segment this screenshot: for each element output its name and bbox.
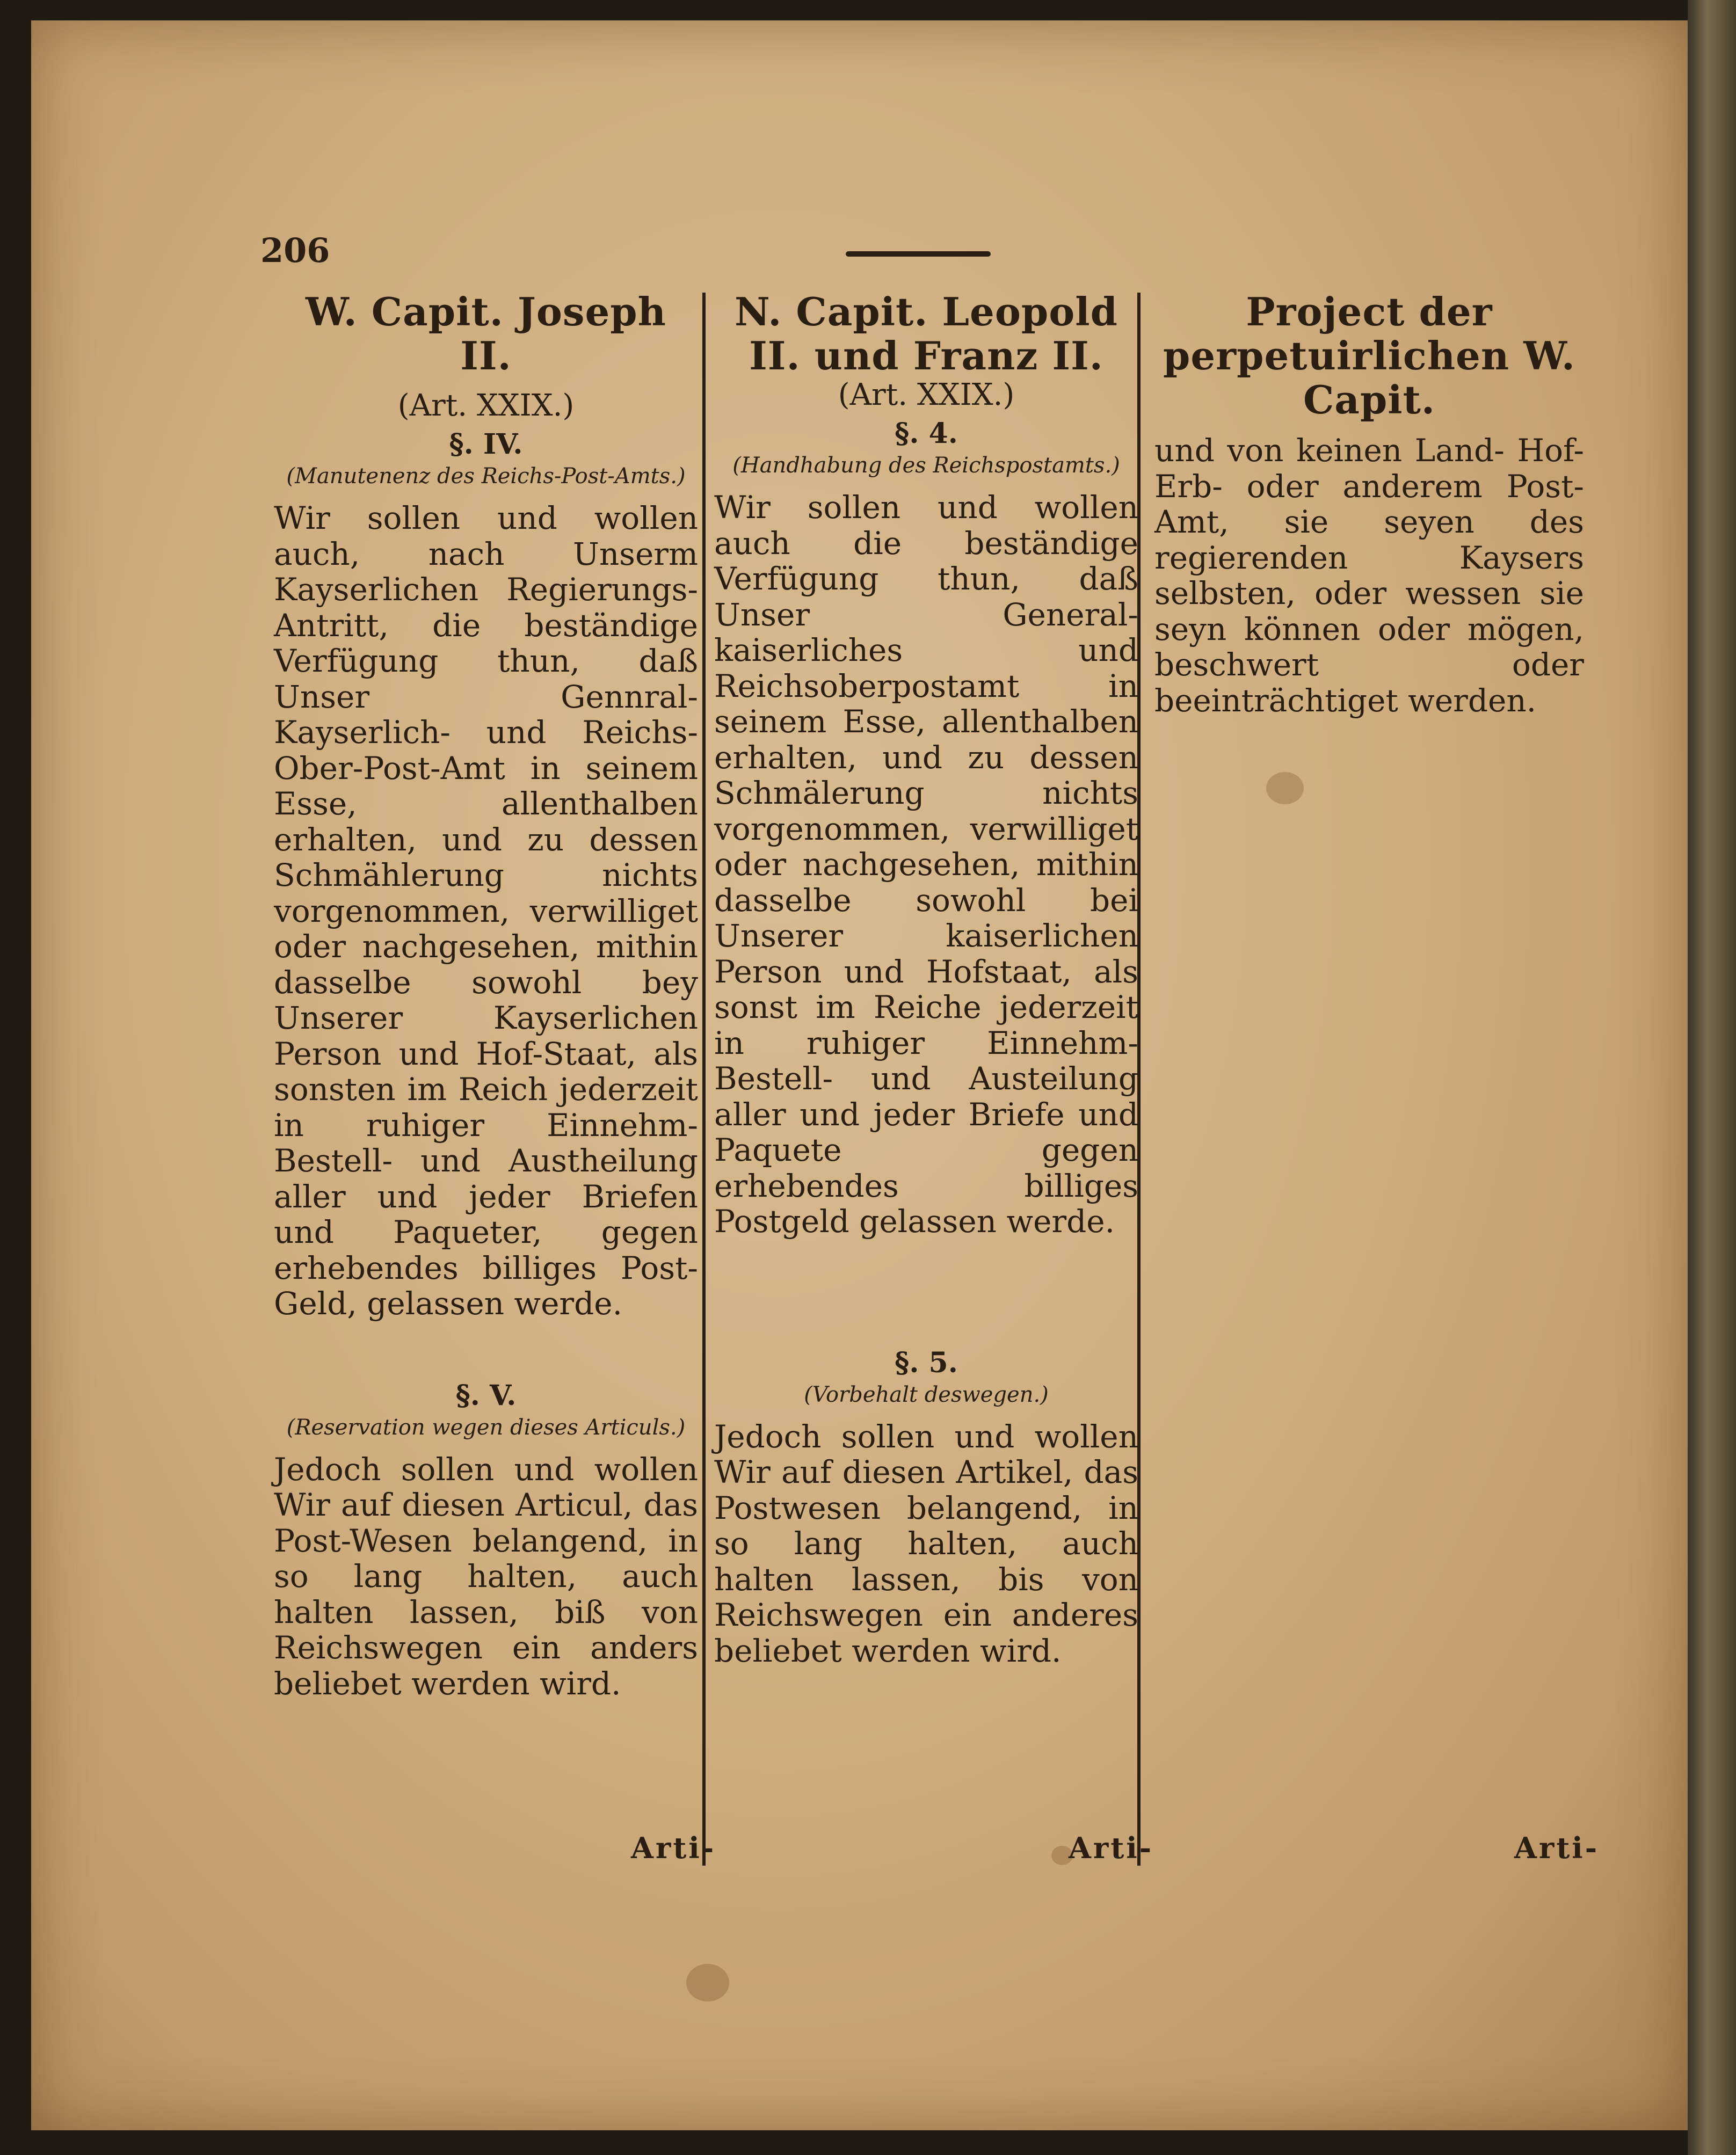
section-number: §. 4. xyxy=(895,417,958,450)
section-heading: (Manutenenz des Reichs-Post-Amts.) xyxy=(286,464,686,489)
column-joseph-ii xyxy=(274,290,698,1701)
article-number: (Art. XXIX.) xyxy=(838,377,1015,412)
catchword-column-2: Arti- xyxy=(1069,1831,1154,1865)
catchword-column-1: Arti- xyxy=(631,1831,716,1865)
section-number: §. 5. xyxy=(895,1346,958,1379)
page-number: 206 xyxy=(260,231,330,270)
section-heading: (Vorbehalt deswegen.) xyxy=(804,1382,1049,1407)
article-number: (Art. XXIX.) xyxy=(397,388,575,423)
catchword-column-3: Arti- xyxy=(1514,1831,1600,1865)
header-rule xyxy=(846,251,991,257)
column-divider-left xyxy=(702,293,706,1866)
column-project-perpetual xyxy=(1154,290,1584,718)
paper-stain xyxy=(686,1964,729,2001)
paper-stain xyxy=(1266,772,1304,804)
section-number: §. V. xyxy=(455,1379,517,1412)
section-text: Jedoch sollen und wollen Wir auf diesen Articul, das Post-Wesen belangend, in so lang halten, auch halten lassen, biß von Reichswegen ein anders beliebet werden wird. xyxy=(274,1451,698,1702)
section-number: §. IV. xyxy=(449,428,523,461)
section-text: Jedoch sollen und wollen Wir auf diesen Artikel, das Postwesen belangend, in so lang halten, auch halten lassen, bis von Reichswegen ein anderes beliebet werden wird. xyxy=(714,1418,1138,1669)
section-spacer xyxy=(274,1322,698,1380)
section-text: Wir sollen und wollen auch, nach Unserm Kayserlichen Regierungs-Antritt, die beständige Verfügung thun, daß Unser Gennral- Kayserlich- und Reichs-Ober-Post-Amt in seinem Esse, allenthalben erhalten, und zu dessen Schmählerung nichts vorgenommen, verwilliget oder nachgesehen, mithin dasselbe sowohl bey Unserer Kayserlichen Person und Hof-Staat, als sonsten im Reich jederzeit in ruhiger Einnehm- Bestell- und Austheilung aller und jeder Briefen und Paqueter, gegen erhebendes billiges Post-Geld, gelassen werde. xyxy=(274,500,698,1322)
column-title: N. Capit. Leopold II. und Franz II. xyxy=(735,289,1118,378)
section-heading: (Handhabung des Reichspostamts.) xyxy=(732,453,1120,478)
section-spacer xyxy=(714,1240,1138,1347)
column-title: W. Capit. Joseph II. xyxy=(306,289,666,378)
section-heading: (Reservation wegen dieses Articuls.) xyxy=(286,1415,686,1440)
section-text: Wir sollen und wollen auch die beständige Verfügung thun, daß Unser General- kaiserliches und Reichsoberpostamt in seinem Esse, allenthalben erhalten, und zu dessen Schmälerung nichts vorgenommen, verwilliget oder nachgesehen, mithin dasselbe sowohl bei Unserer kaiserlichen Person und Hofstaat, als sonst im Reiche jederzeit in ruhiger Einnehm- Bestell- und Austeilung aller und jeder Briefe und Paquete gegen erhebendes billiges Postgeld gelassen werde. xyxy=(714,489,1138,1240)
column-title: Project der perpetuirlichen W. Capit. xyxy=(1163,289,1575,423)
column-leopold-franz-ii xyxy=(714,290,1138,1669)
column-text: und von keinen Land- Hof- Erb- oder anderem Post-Amt, sie seyen des regierenden Kaysers selbsten, oder wessen sie seyn können oder mögen, beschwert oder beeinträchtiget werden. xyxy=(1154,432,1584,719)
next-page-edge xyxy=(1688,0,1736,2155)
